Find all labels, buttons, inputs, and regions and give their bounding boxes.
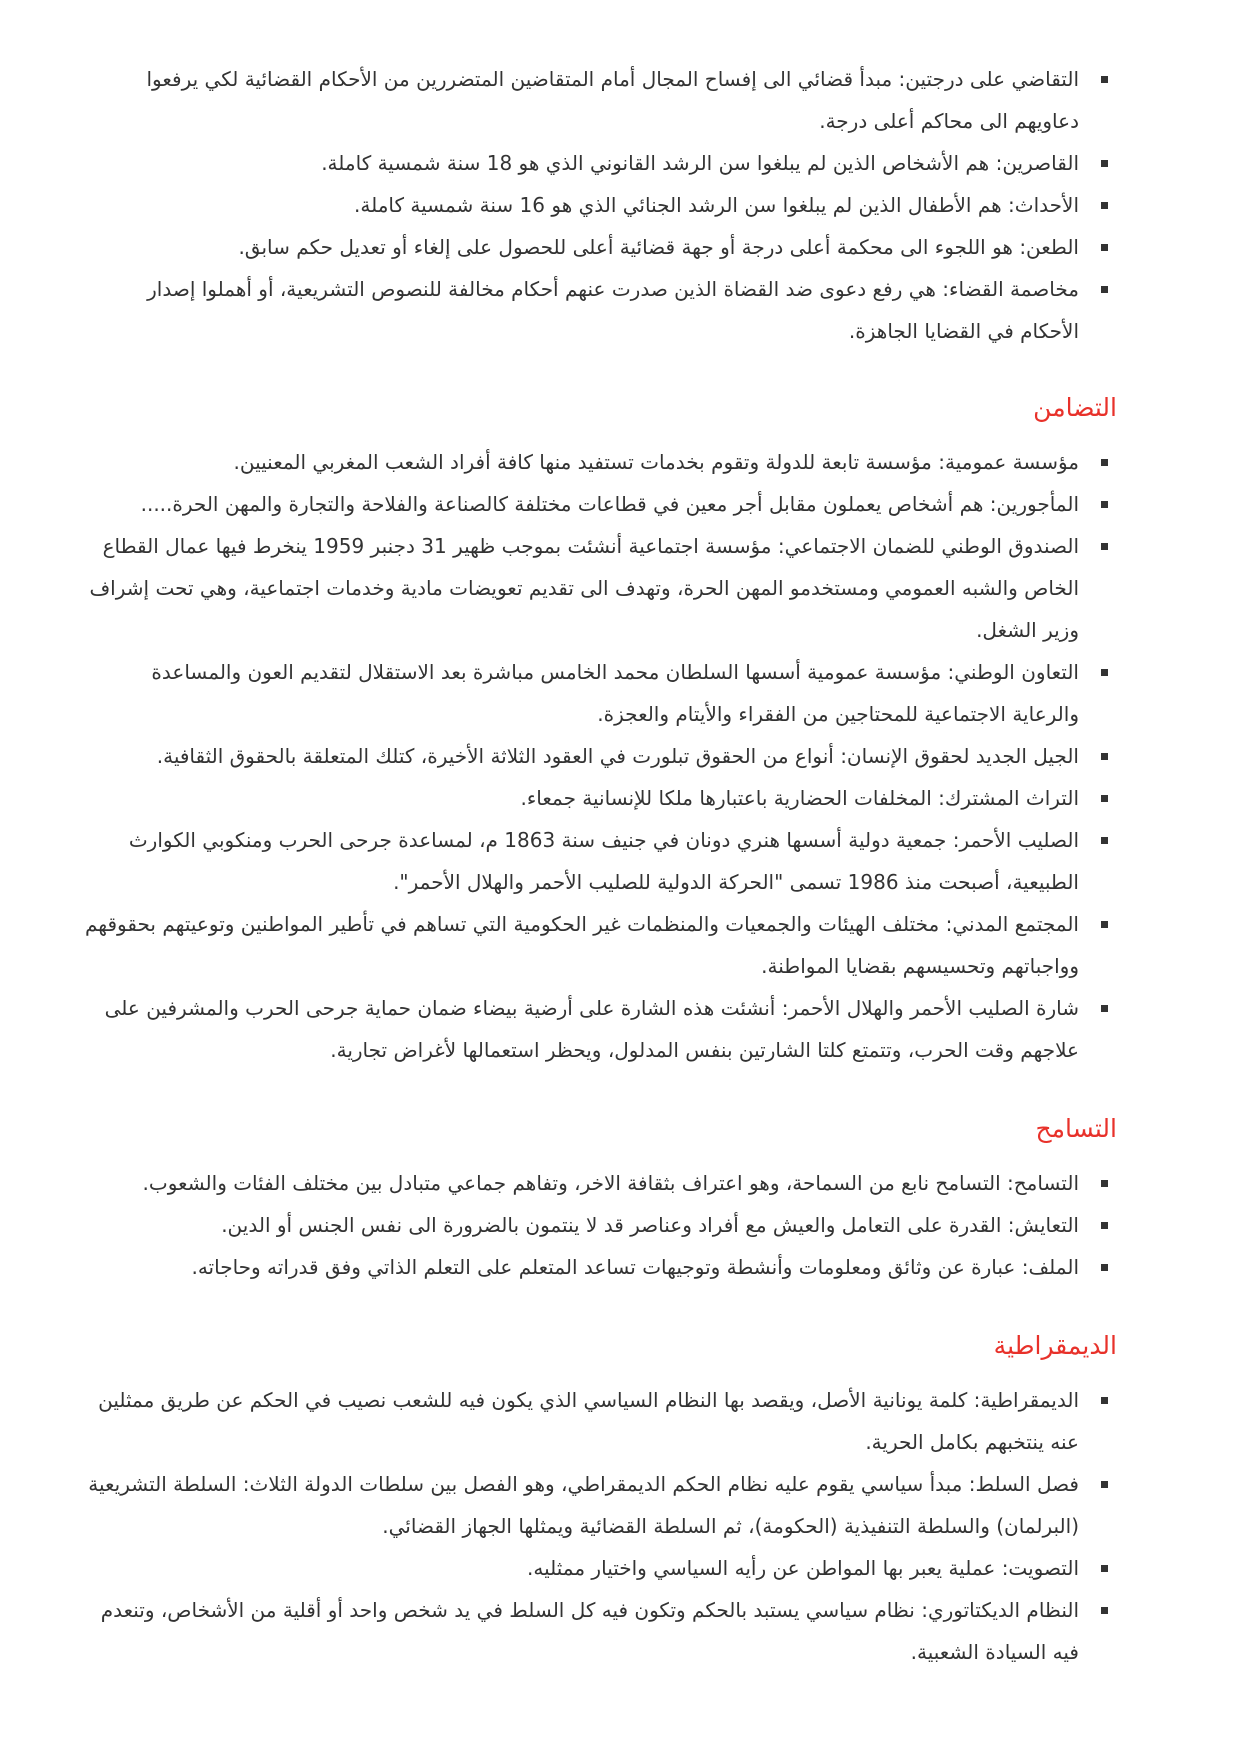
list-item: الأحداث: هم الأطفال الذين لم يبلغوا سن الرشد الجنائي الذي هو 16 سنة شمسية كاملة. (82, 184, 1117, 226)
list-tolerance-terms (82, 1162, 1117, 1288)
list-item: الصندوق الوطني للضمان الاجتماعي: مؤسسة اجتماعية أنشئت بموجب ظهير 31 دجنبر 1959 ينخرط فيها عمال القطاع الخاص والشبه العمومي ومستخدمو المهن الحرة، وتهدف الى تقديم تعويضات مادية وخدمات اجتماعية، وهي تحت إشراف وزير الشغل. (82, 525, 1117, 651)
list-item: التصويت: عملية يعبر بها المواطن عن رأيه السياسي واختيار ممثليه. (82, 1547, 1117, 1589)
list-item: المأجورين: هم أشخاص يعملون مقابل أجر معين في قطاعات مختلفة كالصناعة والفلاحة والتجارة والمهن الحرة..... (82, 483, 1117, 525)
list-item: الديمقراطية: كلمة يونانية الأصل، ويقصد بها النظام السياسي الذي يكون فيه للشعب نصيب في الحكم عن طريق ممثلين عنه ينتخبهم بكامل الحرية. (82, 1379, 1117, 1463)
list-item: فصل السلط: مبدأ سياسي يقوم عليه نظام الحكم الديمقراطي، وهو الفصل بين سلطات الدولة الثلاث: السلطة التشريعية (البرلمان) والسلطة التنفيذية (الحكومة)، ثم السلطة القضائية ويمثلها الجهاز القضائي. (82, 1463, 1117, 1547)
list-democracy-terms (82, 1379, 1117, 1673)
list-item: مخاصمة القضاء: هي رفع دعوى ضد القضاة الذين صدرت عنهم أحكام مخالفة للنصوص التشريعية، أو أهملوا إصدار الأحكام في القضايا الجاهزة. (82, 268, 1117, 352)
list-item: الصليب الأحمر: جمعية دولية أسسها هنري دونان في جنيف سنة 1863 م، لمساعدة جرحى الحرب ومنكوبي الكوارث الطبيعية، أصبحت منذ 1986 تسمى "الحركة الدولية للصليب الأحمر والهلال الأحمر". (82, 819, 1117, 903)
list-item: التقاضي على درجتين: مبدأ قضائي الى إفساح المجال أمام المتقاضين المتضررين من الأحكام القضائية لكي يرفعوا دعاويهم الى محاكم أعلى درجة. (82, 58, 1117, 142)
section-heading-solidarity: التضامن (1033, 393, 1117, 422)
list-judiciary-terms (82, 58, 1117, 352)
list-item: الطعن: هو اللجوء الى محكمة أعلى درجة أو جهة قضائية أعلى للحصول على إلغاء أو تعديل حكم سابق. (82, 226, 1117, 268)
list-solidarity-terms (82, 441, 1117, 1071)
list-item: الملف: عبارة عن وثائق ومعلومات وأنشطة وتوجيهات تساعد المتعلم على التعلم الذاتي وفق قدراته وحاجاته. (82, 1246, 1117, 1288)
list-item: التراث المشترك: المخلفات الحضارية باعتبارها ملكا للإنسانية جمعاء. (82, 777, 1117, 819)
list-item: المجتمع المدني: مختلف الهيئات والجمعيات والمنظمات غير الحكومية التي تساهم في تأطير المواطنين وتوعيتهم بحقوقهم وواجباتهم وتحسيسهم بقضايا المواطنة. (82, 903, 1117, 987)
list-item: التعاون الوطني: مؤسسة عمومية أسسها السلطان محمد الخامس مباشرة بعد الاستقلال لتقديم العون والمساعدة والرعاية الاجتماعية للمحتاجين من الفقراء والأيتام والعجزة. (82, 651, 1117, 735)
list-item: مؤسسة عمومية: مؤسسة تابعة للدولة وتقوم بخدمات تستفيد منها كافة أفراد الشعب المغربي المعنيين. (82, 441, 1117, 483)
list-item: القاصرين: هم الأشخاص الذين لم يبلغوا سن الرشد القانوني الذي هو 18 سنة شمسية كاملة. (82, 142, 1117, 184)
section-heading-democracy: الديمقراطية (993, 1331, 1117, 1360)
list-item: التسامح: التسامح نابع من السماحة، وهو اعتراف بثقافة الاخر، وتفاهم جماعي متبادل بين مختلف الفئات والشعوب. (82, 1162, 1117, 1204)
list-item: الجيل الجديد لحقوق الإنسان: أنواع من الحقوق تبلورت في العقود الثلاثة الأخيرة، كتلك المتعلقة بالحقوق الثقافية. (82, 735, 1117, 777)
list-item: التعايش: القدرة على التعامل والعيش مع أفراد وعناصر قد لا ينتمون بالضرورة الى نفس الجنس أو الدين. (82, 1204, 1117, 1246)
list-item: النظام الديكتاتوري: نظام سياسي يستبد بالحكم وتكون فيه كل السلط في يد شخص واحد أو أقلية من الأشخاص، وتنعدم فيه السيادة الشعبية. (82, 1589, 1117, 1673)
list-item: شارة الصليب الأحمر والهلال الأحمر: أنشئت هذه الشارة على أرضية بيضاء ضمان حماية جرحى الحرب والمشرفين على علاجهم وقت الحرب، وتتمتع كلتا الشارتين بنفس المدلول، ويحظر استعمالها لأغراض تجارية. (82, 987, 1117, 1071)
section-heading-tolerance: التسامح (1035, 1114, 1117, 1143)
glossary-page (82, 58, 1117, 1673)
